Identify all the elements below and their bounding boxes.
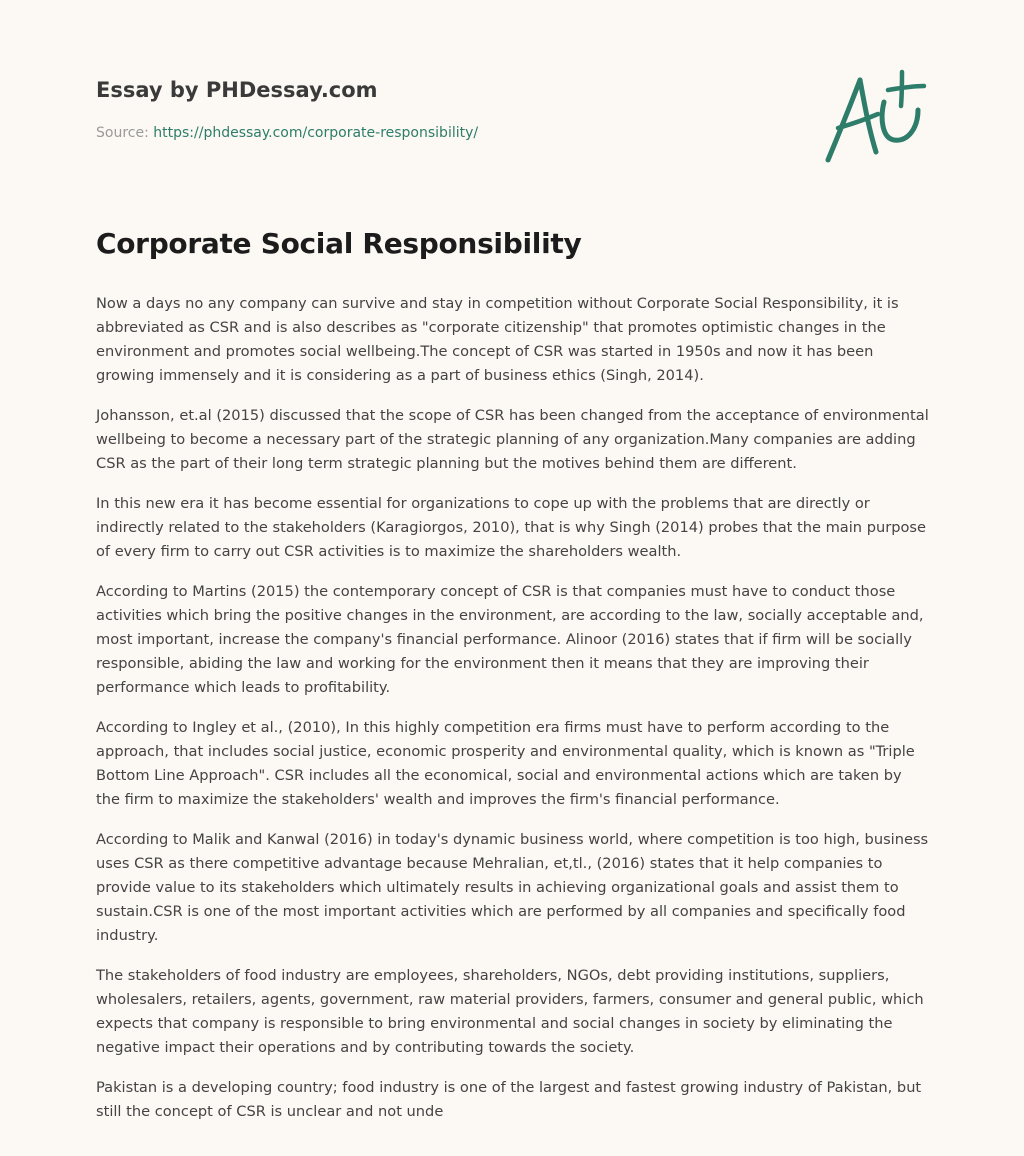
essay-paragraph: According to Ingley et al., (2010), In this highly competition era firms must have to perform according to the approach, that includes social justice, economic prosperity and environmental quality, which is known as "Triple Bottom Line Approach". CSR includes all the economical, social and environmental actions which are taken by the firm to maximize the stakeholders' wealth and improves the firm's financial performance. xyxy=(96,719,915,808)
source-link[interactable]: https://phdessay.com/corporate-responsibility/ xyxy=(153,125,479,141)
essay-paragraph: According to Martins (2015) the contemporary concept of CSR is that companies must have to conduct those activities which bring the positive changes in the environment, are according to the law, socially acceptable and, most important, increase the company's financial performance. Alinoor (2016) states that if firm will be socially responsible, abiding the law and working for the environment then it means that they are improving their performance which leads to profitability. xyxy=(96,583,924,696)
essay-paragraph: Pakistan is a developing country; food industry is one of the largest and fastest growing industry of Pakistan, but still the concept of CSR is unclear and not unde xyxy=(96,1079,922,1120)
source-line xyxy=(96,123,696,143)
header xyxy=(96,76,696,143)
site-title: Essay by PHDessay.com xyxy=(96,78,378,102)
essay-paragraph: In this new era it has become essential for organizations to cope up with the problems that are directly or indirectly related to the stakeholders (Karagiorgos, 2010), that is why Singh (2014) probes that the main purpose of every firm to carry out CSR activities is to maximize the shareholders wealth. xyxy=(96,495,926,560)
a-plus-grade-icon xyxy=(820,66,930,166)
essay-content xyxy=(96,224,930,1140)
a-plus-logo-svg xyxy=(820,66,930,166)
essay-title: Corporate Social Responsibility xyxy=(96,227,582,260)
essay-paragraph: The stakeholders of food industry are employees, shareholders, NGOs, debt providing institutions, suppliers, wholesalers, retailers, agents, government, raw material providers, farmers, consumer and general public, which expects that company is responsible to bring environmental and social changes in society by eliminating the negative impact their operations and by contributing towards the society. xyxy=(96,967,924,1056)
essay-paragraph: Now a days no any company can survive and stay in competition without Corporate Social Responsibility, it is abbreviated as CSR and is also describes as "corporate citizenship" that promotes optimistic changes in the environment and promotes social wellbeing.The concept of CSR was started in 1950s and now it has been growing immensely and it is considering as a part of business ethics (Singh, 2014). xyxy=(96,295,899,384)
essay-paragraph: Johansson, et.al (2015) discussed that the scope of CSR has been changed from the acceptance of environmental wellbeing to become a necessary part of the strategic planning of any organization.Many companies are adding CSR as the part of their long term strategic planning but the motives behind them are different. xyxy=(96,407,929,472)
source-label: Source: xyxy=(96,125,154,141)
essay-paragraph: According to Malik and Kanwal (2016) in today's dynamic business world, where competition is too high, business uses CSR as there competitive advantage because Mehralian, et,tl., (2016) states that it help companies to provide value to its stakeholders which ultimately results in achieving organizational goals and assist them to sustain.CSR is one of the most important activities which are performed by all companies and specifically food industry. xyxy=(96,831,929,944)
